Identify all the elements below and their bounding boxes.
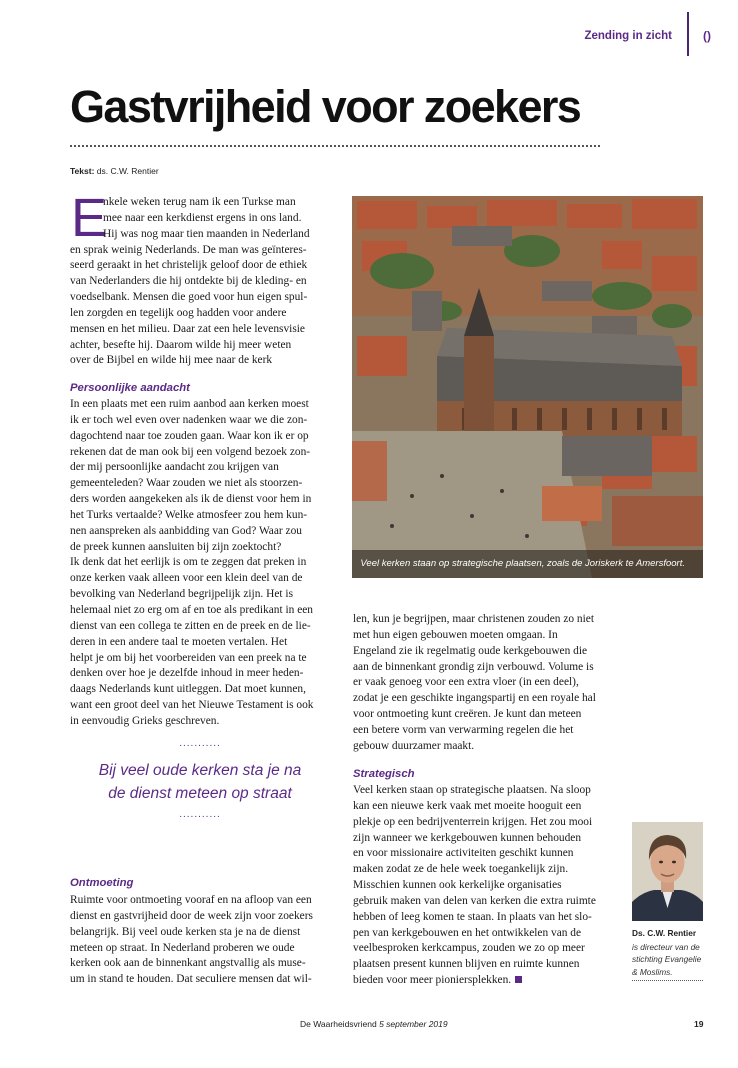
text-line: um in stand te houden. Dat seculiere mensen dat wil-	[70, 973, 312, 986]
intro-paragraph	[70, 195, 310, 369]
text-line: achter, besefte hij. Daarom wilde hij meer weten	[70, 338, 292, 351]
section-heading-ontmoeting: Ontmoeting	[70, 877, 134, 889]
text-line: kerken ook aan de binnenkant angstvallig als muse-	[70, 957, 306, 970]
text-line: over de Bijbel en wilde hij mee naar de kerk	[70, 354, 273, 367]
text-line: en voor missionaire activiteiten geschikt kunnen	[353, 847, 574, 860]
text-line: onze kerken vaak alleen voor een klein deel van de	[70, 572, 303, 585]
text-line: kan een nieuwe kerk vaak met moeite hooguit een	[353, 799, 582, 812]
text-line: Veel kerken staan op strategische plaatsen. Na sloop	[353, 784, 591, 796]
section-paragraph	[353, 783, 596, 989]
article-title: Gastvrijheid voor zoekers	[70, 81, 581, 132]
text-line: mee naar een kerkdienst ergens in ons land.	[103, 211, 302, 224]
author-description	[632, 941, 701, 978]
text-line: want een groot deel van het Nieuwe Testament is ook	[70, 699, 314, 712]
text-line: veelbesproken kerkcampus, zouden we zo op meer	[353, 942, 585, 955]
text-line: bevolking van Nederland begrijpelijk zijn. Het is	[70, 588, 294, 601]
text-line: in eenvoudig Grieks geschreven.	[70, 714, 220, 727]
pull-quote	[70, 738, 330, 820]
text-line: denken over hoe je dezelfde inhoud in meer heden-	[70, 667, 304, 680]
author-desc-line: is directeur van de	[632, 942, 700, 952]
text-line: plekje op een bedrijventerrein krijgen. Het zou mooi	[353, 815, 593, 828]
text-line: ik er toch wel even over nadenken waar we die zon-	[70, 413, 308, 426]
text-line: het Turks vertaalde? Welke atmosfeer zou hem kun-	[70, 508, 308, 521]
pull-quote-line: Bij veel oude kerken sta je na	[98, 762, 302, 779]
page-number: 19	[694, 1019, 704, 1029]
text-line: een betere vorm van verwarming regelen die het	[353, 723, 574, 736]
text-line: pen van kerkgebouwen en het ontwikkelen van de	[353, 926, 582, 939]
text-line: len zorgden en tegelijk oog hadden voor andere	[70, 306, 287, 319]
author-desc-line: & Moslims.	[632, 966, 673, 977]
text-line: belangrijk. Bij veel oude kerken sta je na de dienst	[70, 925, 301, 938]
author-portrait	[632, 822, 703, 921]
text-line: ders worden aangekeken als ik de dienst voor hem in	[70, 493, 312, 506]
text-line: met hun eigen gebouwen moeten omgaan. In	[353, 628, 558, 641]
pull-quote-dots-bottom: ...........	[179, 809, 221, 820]
text-line: gebouw duurzamer maakt.	[353, 739, 475, 752]
section-brackets-icon: ()	[703, 29, 711, 43]
section-heading-strategisch: Strategisch	[353, 768, 415, 780]
section-label: Zending in zicht	[584, 30, 672, 42]
text-line: nkele weken terug nam ik een Turkse man	[103, 196, 296, 208]
section-paragraph	[70, 397, 314, 730]
footer-magazine: De Waarheidsvriend	[300, 1019, 377, 1029]
text-line: meteen op straat. In Nederland proberen we oude	[70, 941, 295, 954]
author-name: Ds. C.W. Rentier	[632, 928, 697, 938]
church-aerial-photo	[352, 196, 703, 578]
author-divider	[632, 980, 703, 981]
text-line: len, kun je begrijpen, maar christenen zouden zo niet	[353, 613, 595, 625]
text-line: gemeenteleden? Waar zouden we niet als stoorzen-	[70, 477, 303, 490]
text-line: dienst van een collega te zitten en de preek en de lie-	[70, 619, 311, 632]
pull-quote-text	[70, 759, 330, 805]
column2-paragraph	[353, 612, 596, 755]
author-desc-line: stichting Evangelie	[632, 954, 702, 965]
text-line: gebruik maken van delen van kerken die extra ruimte	[353, 894, 596, 907]
text-line: plaatsen present kunnen blijven en ruimte kunnen	[353, 958, 580, 971]
header-divider	[687, 12, 689, 56]
text-line: aan de binnenkant grondig zijn verbouwd. Volume is	[353, 660, 594, 673]
text-line-end: bieden voor meer pioniersplekken.	[353, 974, 512, 987]
pull-quote-dots-top: ...........	[179, 738, 221, 749]
byline-author: ds. C.W. Rentier	[96, 166, 159, 176]
text-line: Hij was nog maar tien maanden in Nederland	[103, 227, 310, 240]
text-line: In een plaats met een ruim aanbod aan kerken moest	[70, 398, 309, 410]
pull-quote-line: de dienst meteen op straat	[108, 785, 292, 802]
photo-caption: Veel kerken staan op strategische plaatsen, zoals de Joriskerk te Amersfoort.	[352, 550, 703, 578]
text-line: dagochtend naar toe zouden gaan. Waar kon ik er op	[70, 429, 309, 442]
text-line: de preek kunnen aansluiten bij zijn zoektocht?	[70, 540, 282, 553]
text-line: hebben of leeg komen te staan. In plaats van het slo-	[353, 910, 592, 923]
text-line: Misschien kunnen ook kerkelijke organisaties	[353, 879, 562, 892]
text-line: Ik denk dat het eerlijk is om te zeggen dat preken in	[70, 556, 307, 569]
text-line: daags Nederlands kunt uitleggen. Dat moet kunnen,	[70, 683, 306, 696]
text-line: nen aanspreken als aanbidding van God? Waar zou	[70, 524, 302, 537]
author-portrait-illustration	[632, 822, 703, 921]
footer-date: 5 september 2019	[379, 1019, 448, 1029]
text-line: rekenen dat de man ook bij een volgend bezoek zon-	[70, 445, 311, 458]
byline-label: Tekst:	[70, 166, 95, 176]
drop-cap: E	[71, 188, 108, 248]
text-line: der mij persoonlijke aandacht zou krijgen van	[70, 461, 279, 474]
text-line: dienst en gastvrijheid door de week zijn voor zoekers	[70, 909, 313, 922]
text-line: er vaak genoeg voor een extra vloer (in een deel),	[353, 676, 579, 689]
text-line: zodat je een geschikte ingangspartij en een royale hal	[353, 692, 596, 705]
text-line	[353, 973, 596, 989]
text-line: en sprak weinig Nederlands. De man was geïnteres-	[70, 243, 307, 256]
section-paragraph	[70, 893, 313, 988]
text-line: voor ontmoeting kunt creëren. Je kunt dan meteen	[353, 708, 582, 721]
church-aerial-illustration	[352, 196, 703, 578]
footer-publication	[300, 1019, 448, 1029]
text-line: maken zodat ze de hele week toegankelijk zijn.	[353, 863, 569, 876]
text-line: voedselbank. Mensen die goed voor hun eigen spul-	[70, 291, 308, 304]
text-line: van Nederlanders die hij ontdekte bij de kleding- en	[70, 275, 307, 288]
text-line: deren in een andere taal te moeten vertalen. Het	[70, 635, 288, 648]
section-heading-persoonlijke-aandacht: Persoonlijke aandacht	[70, 382, 190, 394]
text-line: Ruimte voor ontmoeting vooraf en na afloop van een	[70, 894, 312, 906]
text-line: helpt je om bij het voorbereiden van een preek na te	[70, 651, 307, 664]
text-line: Engeland zie ik regelmatig oude kerkgebouwen die	[353, 644, 588, 657]
text-line: seerd geraakt in het christelijk geloof door de ethiek	[70, 259, 308, 272]
byline	[70, 166, 159, 176]
text-line: mensen en het milieu. Daar zat een hele levensvisie	[70, 322, 305, 335]
text-line: helemaal niet zo erg om af en toe als predikant in een	[70, 603, 314, 616]
end-of-article-square-icon	[515, 976, 522, 983]
text-line: zijn wanneer we kerkgebouwen kunnen behouden	[353, 831, 582, 844]
title-divider	[70, 145, 600, 147]
